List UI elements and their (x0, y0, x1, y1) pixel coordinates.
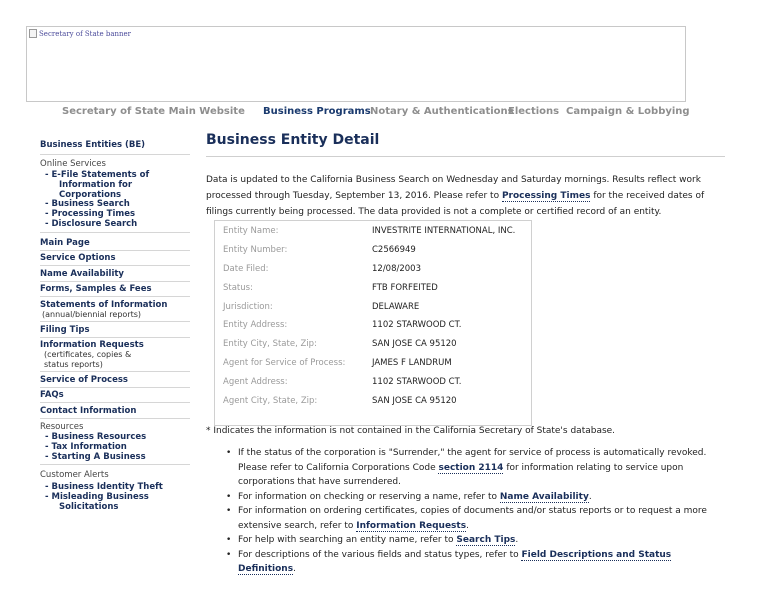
sidebar-divider (40, 402, 190, 403)
sidebar-be-title[interactable]: Business Entities (BE) (40, 140, 146, 150)
detail-label: Entity City, State, Zip: (223, 339, 317, 349)
sidebar-item-business-search[interactable]: - Business Search (45, 199, 130, 209)
detail-row (223, 283, 438, 293)
list-item (226, 533, 726, 548)
sidebar-item-disclosure-search[interactable]: - Disclosure Search (45, 219, 138, 229)
list-text: for information relating to service upon corporations that have surrendered. (238, 462, 684, 487)
detail-label: Agent City, State, Zip: (223, 396, 318, 406)
list-text: . (515, 535, 519, 545)
detail-label: Jurisdiction: (223, 302, 273, 312)
name-availability-link[interactable]: Name Availability (499, 491, 589, 502)
sidebar-divider (40, 250, 190, 251)
detail-row (223, 377, 462, 387)
sidebar-item-contact[interactable]: Contact Information (40, 406, 137, 416)
detail-row (223, 245, 416, 255)
list-item (226, 490, 726, 505)
list-text: For descriptions of the various fields and status types, refer to (238, 549, 522, 560)
detail-label: Status: (223, 283, 253, 293)
sidebar-divider (40, 265, 190, 266)
list-text: . (466, 520, 469, 531)
detail-value: JAMES F LANDRUM (372, 358, 452, 368)
sidebar-item-name-availability[interactable]: Name Availability (40, 269, 124, 279)
detail-label: Entity Number: (223, 245, 288, 255)
list-text: . (293, 564, 296, 574)
sidebar-divider (40, 464, 190, 465)
detail-row (223, 226, 515, 236)
list-item (226, 504, 726, 533)
section-2114-link[interactable]: section 2114 (438, 462, 504, 473)
sidebar-item-statements[interactable]: Statements of Information (40, 300, 168, 310)
banner-image (29, 29, 131, 38)
detail-label: Entity Name: (223, 226, 279, 236)
banner-alt-text: Secretary of State banner (39, 29, 132, 38)
sidebar-divider (40, 232, 190, 233)
sidebar-item-identity-theft[interactable]: - Business Identity Theft (45, 482, 163, 492)
nav-elections[interactable]: Elections (508, 106, 560, 117)
sidebar-item-information-requests[interactable]: Information Requests (40, 340, 144, 350)
detail-value: 1102 STARWOOD CT. (372, 377, 462, 387)
sidebar-item-service-options[interactable]: Service Options (40, 253, 116, 263)
sidebar-divider (40, 337, 190, 338)
sidebar-divider (40, 296, 190, 297)
nav-campaign-lobbying[interactable]: Campaign & Lobbying (566, 106, 690, 117)
sidebar-item-tax-information[interactable]: - Tax Information (45, 442, 127, 452)
list-item (226, 446, 726, 490)
page-title: Business Entity Detail (206, 132, 380, 148)
sidebar-item-misleading-2[interactable]: Solicitations (59, 502, 119, 512)
sidebar-online-services: Online Services (40, 159, 106, 169)
sidebar-item-efile-3[interactable]: Corporations (59, 190, 122, 200)
list-item (226, 548, 726, 577)
title-divider (206, 156, 725, 157)
sidebar-info-note-2: status reports) (44, 360, 103, 369)
detail-row (223, 358, 452, 368)
detail-value: INVESTRITE INTERNATIONAL, INC. (372, 226, 516, 236)
banner (26, 26, 686, 102)
sidebar-item-business-resources[interactable]: - Business Resources (45, 432, 147, 442)
detail-value: C2566949 (372, 245, 416, 255)
sidebar-divider (40, 321, 190, 322)
intro-text-2: for the received dates of filings currently being processed. The data provided is not a complete or certified record of an entity. (206, 191, 705, 217)
detail-value: DELAWARE (372, 302, 420, 312)
sidebar-item-processing-times[interactable]: - Processing Times (45, 209, 136, 219)
list-text: If the status of the corporation is "Surrender," the agent for service of process is automatically revoked. Please refer to California Corporations Code (238, 448, 707, 473)
detail-label: Date Filed: (223, 264, 269, 274)
processing-times-link[interactable]: Processing Times (501, 191, 591, 201)
sidebar-info-note: (certificates, copies & (44, 350, 132, 359)
list-text: . (588, 491, 592, 502)
search-tips-link[interactable]: Search Tips (456, 535, 516, 545)
intro-text: Data is updated to the California Business Search on Wednesday and Saturday mornings. Results reflect work processed through Tuesday, September 13, 2016. Please refer to (206, 175, 701, 201)
sidebar-item-main-page[interactable]: Main Page (40, 238, 90, 248)
nav-business-programs[interactable]: Business Programs (263, 106, 371, 117)
broken-image-icon (29, 29, 37, 38)
sidebar-item-misleading[interactable]: - Misleading Business (45, 492, 149, 502)
help-list (226, 446, 726, 577)
footnote: * Indicates the information is not contained in the California Secretary of State's database. (206, 426, 616, 436)
sidebar-item-faqs[interactable]: FAQs (40, 390, 64, 400)
sidebar-resources: Resources (40, 422, 84, 432)
entity-detail-table (214, 220, 532, 426)
sidebar-divider (40, 154, 190, 155)
sidebar-statements-note: (annual/biennial reports) (42, 310, 142, 319)
detail-row (223, 264, 421, 274)
detail-value: 1102 STARWOOD CT. (372, 320, 462, 330)
nav-main-website[interactable]: Secretary of State Main Website (62, 106, 245, 117)
detail-value: SAN JOSE CA 95120 (372, 396, 457, 406)
list-text: For help with searching an entity name, refer to (238, 535, 457, 545)
sidebar-item-service-of-process[interactable]: Service of Process (40, 375, 128, 385)
sidebar-divider (40, 281, 190, 282)
sidebar-item-starting-business[interactable]: - Starting A Business (45, 452, 146, 462)
detail-label: Agent Address: (223, 377, 288, 387)
detail-row (223, 339, 457, 349)
detail-value: FTB FORFEITED (372, 283, 438, 293)
sidebar-divider (40, 371, 190, 372)
detail-row (223, 320, 462, 330)
nav-notary[interactable]: Notary & Authentications (370, 106, 514, 117)
sidebar-item-forms[interactable]: Forms, Samples & Fees (40, 284, 152, 294)
detail-value: 12/08/2003 (372, 264, 421, 274)
sidebar-item-efile-2[interactable]: Information for (59, 180, 133, 190)
detail-value: SAN JOSE CA 95120 (372, 339, 457, 349)
sidebar-divider (40, 387, 190, 388)
detail-label: Entity Address: (223, 320, 288, 330)
sidebar-item-filing-tips[interactable]: Filing Tips (40, 325, 90, 335)
sidebar-item-efile[interactable]: - E-File Statements of (45, 170, 150, 180)
intro-paragraph (206, 172, 725, 220)
information-requests-link[interactable]: Information Requests (356, 520, 467, 531)
detail-row (223, 302, 419, 312)
list-text: For information on ordering certificates, copies of documents and/or status reports or to request a more extensive search, refer to (238, 506, 707, 531)
field-descriptions-link[interactable]: Field Descriptions and Status Definitions (238, 549, 672, 574)
sidebar-divider (40, 418, 190, 419)
detail-label: Agent for Service of Process: (223, 358, 346, 368)
detail-row (223, 396, 457, 406)
list-text: For information on checking or reserving a name, refer to (238, 491, 500, 502)
sidebar-customer-alerts: Customer Alerts (40, 470, 109, 480)
